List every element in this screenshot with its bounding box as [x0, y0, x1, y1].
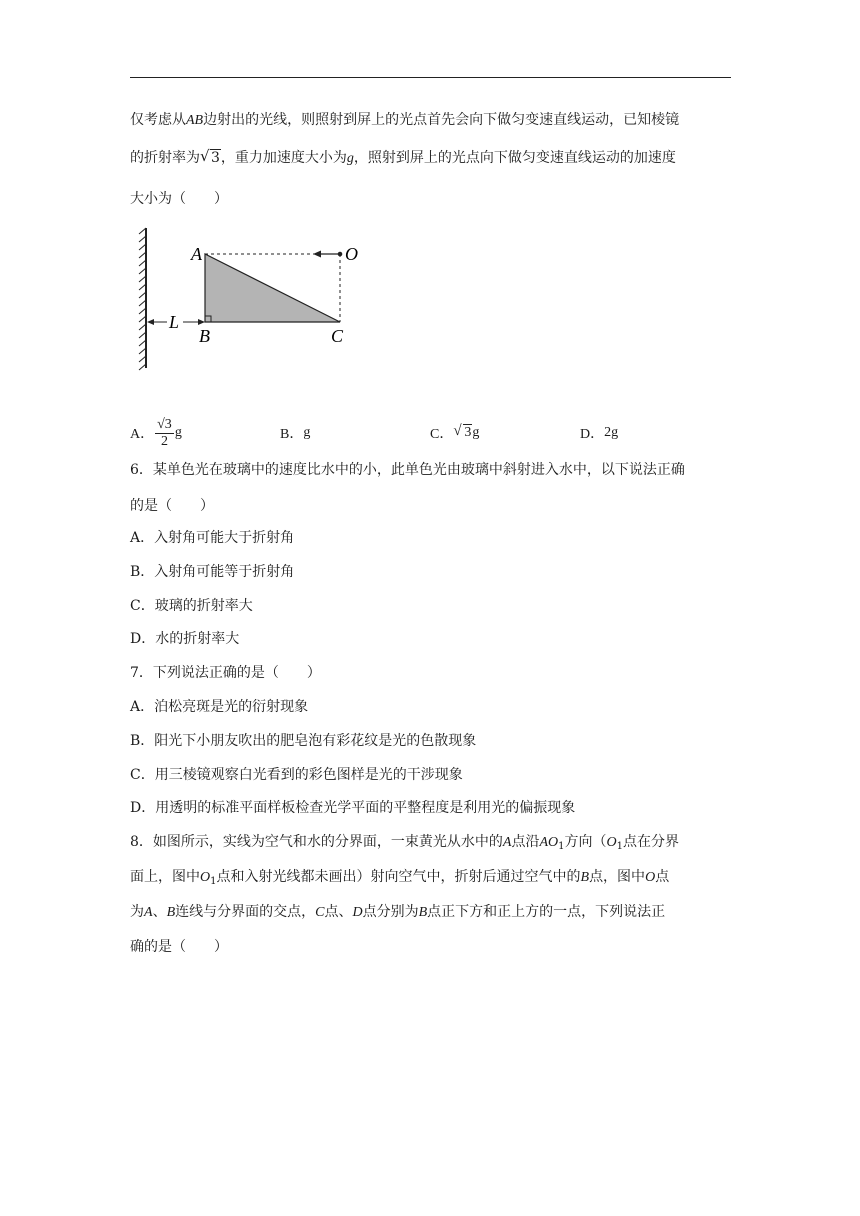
- q8-text: 点、: [324, 904, 353, 920]
- q8-var: B: [580, 870, 590, 885]
- q5-text: ，照射到屏上的光点向下做匀变速直线运动的加速度: [353, 150, 676, 166]
- option-text: g: [303, 425, 311, 440]
- q5-line-1: [130, 110, 679, 131]
- q6-option-a: A．入射角可能大于折射角: [130, 530, 295, 546]
- q8-line-1: [130, 832, 679, 857]
- q7-option-a: A．泊松亮斑是光的衍射现象: [130, 699, 309, 715]
- q8-sub: 1: [558, 841, 565, 852]
- q6-option-d: D．水的折射率大: [130, 631, 240, 647]
- q8-sub: 1: [616, 841, 624, 852]
- sqrt-symbol: √ 3: [200, 147, 220, 166]
- sqrt-arg: 3: [211, 150, 220, 166]
- q5-line-2: [130, 148, 676, 169]
- header-rule: [130, 77, 731, 78]
- q8-text: 8．如图所示，实线为空气和水的分界面，一束黄光从水中的: [130, 834, 503, 850]
- q8-text: 点: [655, 869, 670, 885]
- q8-text: 方向（: [564, 834, 607, 850]
- q7-option-b: B．阳光下小朋友吹出的肥皂泡有彩花纹是光的色散现象: [130, 733, 477, 749]
- q8-text: 面上，图中: [130, 869, 200, 885]
- prism-triangle: [205, 254, 340, 322]
- fraction: [155, 417, 174, 450]
- q6-stem-1: 6．某单色光在玻璃中的速度比水中的小，此单色光由玻璃中斜射进入水中，以下说法正确: [130, 462, 685, 478]
- q8-line-3: [130, 902, 665, 923]
- point-o: [338, 252, 343, 257]
- option-text: 2g: [604, 425, 619, 440]
- q5-text: 仅考虑从: [130, 112, 186, 128]
- q8-var: C: [315, 905, 325, 920]
- q8-var: A: [144, 905, 153, 920]
- label-o: O: [345, 244, 358, 264]
- sqrt-arg: 3: [464, 425, 472, 440]
- q6-stem-2: 的是（ ）: [130, 498, 214, 514]
- q8-text: 为: [130, 904, 144, 920]
- q6-option-c: C．玻璃的折射率大: [130, 598, 253, 614]
- q5-option-d: [580, 415, 618, 451]
- q5-option-a: [130, 415, 182, 451]
- q8-var: O: [645, 870, 656, 885]
- arrow-head-icon: [313, 251, 321, 258]
- q7-option-c: C．用三棱镜观察白光看到的彩色图样是光的干涉现象: [130, 767, 463, 783]
- arrow-left-icon: [147, 319, 154, 325]
- option-label: C．: [430, 427, 454, 442]
- q8-var: B: [418, 905, 428, 920]
- option-label: A．: [130, 427, 155, 442]
- q8-var: D: [352, 905, 363, 920]
- screen-hatching: [139, 228, 146, 370]
- q8-text: 、: [152, 904, 167, 920]
- q5-text: 的折射率为: [130, 150, 200, 166]
- q5-ab: AB: [186, 113, 204, 128]
- fraction-denominator: 2: [160, 433, 168, 449]
- fraction-numerator: √3: [157, 416, 172, 432]
- label-c: C: [331, 326, 344, 346]
- label-a: A: [191, 244, 202, 264]
- q8-text: 点沿: [511, 834, 540, 850]
- q5-option-c: [430, 415, 479, 451]
- q5-line-3: [130, 189, 228, 209]
- q8-text: 连线与分界面的交点，: [175, 904, 316, 920]
- q5-g: g: [346, 151, 354, 166]
- arrow-right-icon: [198, 319, 205, 325]
- q8-text: 点在分界: [623, 834, 680, 850]
- q6-option-b: B．入射角可能等于折射角: [130, 564, 295, 580]
- q8-text: 点正下方和正上方的一点，下列说法正: [427, 904, 666, 920]
- label-b: B: [199, 326, 210, 346]
- q8-line-2: [130, 867, 669, 892]
- q8-var: AO: [539, 835, 559, 850]
- q5-text: 边射出的光线，则照射到屏上的光点首先会向下做匀变速直线运动，已知棱镜: [203, 112, 680, 128]
- q8-var: O: [200, 870, 211, 885]
- label-l: L: [169, 312, 180, 332]
- prism-diagram: [125, 220, 385, 375]
- q8-sub: 1: [210, 876, 217, 887]
- sqrt-symbol: √ 3: [453, 423, 472, 440]
- q7-stem: 7．下列说法正确的是（ ）: [130, 665, 321, 681]
- q8-var: O: [606, 835, 617, 850]
- q8-line-4: 确的是（ ）: [130, 939, 228, 955]
- q7-option-d: D．用透明的标准平面样板检查光学平面的平整程度是利用光的偏振现象: [130, 800, 576, 816]
- q8-var: B: [166, 905, 176, 920]
- q8-var: A: [502, 835, 512, 850]
- option-unit: g: [174, 425, 182, 440]
- q8-text: 点，图中: [589, 869, 646, 885]
- option-label: D．: [580, 427, 605, 442]
- option-label: B．: [280, 427, 304, 442]
- q5-text: 大小为（ ）: [130, 191, 228, 207]
- q8-text: 点分别为: [362, 904, 419, 920]
- q5-option-b: [280, 415, 310, 451]
- q8-text: 点和入射光线都未画出）射向空气中，折射后通过空气中的: [216, 869, 581, 885]
- q5-text: ，重力加速度大小为: [220, 150, 347, 166]
- option-unit: g: [472, 425, 480, 440]
